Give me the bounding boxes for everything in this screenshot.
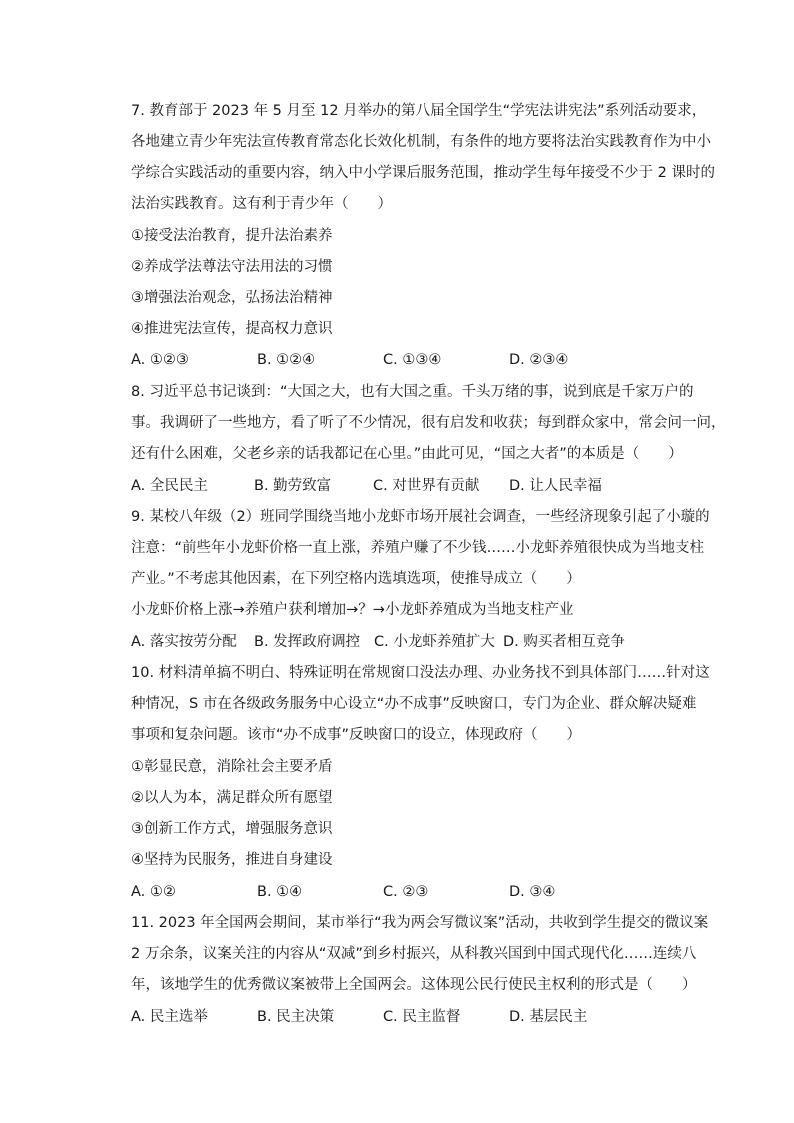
q7-option-d: D. ②③④ [509,352,569,368]
q8-line-1: 8. 习近平总书记谈到：“大国之大，也有大国之重。千头万绪的事，说到底是千家万户的 [131,384,694,400]
q7-line-1: 7. 教育部于 2023 年 5 月至 12 月举办的第八届全国学生“学宪法讲宪法”系列活动要求， [131,103,707,119]
q8-line-3: 还有什么困难，父老乡亲的话我都记在心里。”由此可见，“国之大者”的本质是（ ） [131,446,683,462]
q7-statement-4: ④推进宪法宣传，提高权力意识 [131,321,333,337]
q11-line-1: 11. 2023 年全国两会期间，某市举行“我为两会写微议案”活动，共收到学生提交的微议案 [131,915,709,931]
q9-line-1: 9. 某校八年级（2）班同学围绕当地小龙虾市场开展社会调查，一些经济现象引起了小璇的 [131,509,710,525]
q8-option-a: A. 全民民主 [131,478,208,494]
q7-statement-3: ③增强法治观念，弘扬法治精神 [131,290,333,306]
q8-option-b: B. 勤劳致富 [254,478,332,494]
q11-option-b: B. 民主决策 [257,1009,335,1025]
q7-options [131,350,691,370]
q9-option-a: A. 落实按劳分配 [131,634,237,650]
q9-option-b: B. 发挥政府调控 [254,634,361,650]
q9-line-2: 注意：“前些年小龙虾价格一直上涨，养殖户赚了不少钱……小龙虾养殖很快成为当地支柱 [131,540,705,556]
q10-option-b: B. ①④ [257,884,303,900]
q7-option-b: B. ①②④ [257,352,316,368]
q7-statement-2: ②养成学法尊法守法用法的习惯 [131,259,333,275]
q9-options [131,632,691,652]
q7-statement-1: ①接受法治教育，提升法治素养 [131,228,333,244]
q9-option-d: D. 购买者相互竞争 [503,634,625,650]
q10-line-1: 10. 材料清单搞不明白、特殊证明在常规窗口没法办理、办业务找不到具体部门……针对这 [131,665,710,681]
q10-options [131,882,691,902]
q10-option-d: D. ③④ [509,884,556,900]
q10-statement-3: ③创新工作方式，增强服务意识 [131,821,333,837]
q7-line-4: 法治实践教育。这有利于青少年（ ） [131,196,392,212]
q9-option-c: C. 小龙虾养殖扩大 [374,634,495,650]
q10-statement-1: ①彰显民意，消除社会主要矛盾 [131,759,333,775]
q8-line-2: 事。我调研了一些地方，看了听了不少情况，很有启发和收获；每到群众家中，常会问一问， [131,415,726,431]
q7-option-a: A. ①②③ [131,352,189,368]
q11-line-3: 年，该地学生的优秀微议案被带上全国两会。这体现公民行使民主权利的形式是（ ） [131,977,697,993]
q9-line-4: 小龙虾价格上涨→养殖户获利增加→？→小龙虾养殖成为当地支柱产业 [131,602,574,618]
q8-options [131,476,691,496]
q10-statement-4: ④坚持为民服务，推进自身建设 [131,852,333,868]
q8-option-c: C. 对世界有贡献 [373,478,480,494]
q11-option-d: D. 基层民主 [509,1009,588,1025]
q11-options [131,1007,691,1027]
q10-option-c: C. ②③ [383,884,429,900]
q11-line-2: 2 万余条，议案关注的内容从“双减”到乡村振兴，从科教兴国到中国式现代化……连续八 [131,946,697,962]
q11-option-a: A. 民主选举 [131,1009,208,1025]
q11-option-c: C. 民主监督 [383,1009,461,1025]
q9-line-3: 产业。”不考虑其他因素，在下列空格内选填选项，使推导成立（ ） [131,571,581,587]
q7-line-3: 学综合实践活动的重要内容，纳入中小学课后服务范围，推动学生每年接受不少于 2 课时的 [131,165,715,181]
q10-statement-2: ②以人为本，满足群众所有愿望 [131,790,333,806]
q7-option-c: C. ①③④ [383,352,442,368]
q10-option-a: A. ①② [131,884,176,900]
q7-line-2: 各地建立青少年宪法宣传教育常态化长效化机制，有条件的地方要将法治实践教育作为中小 [131,134,711,150]
q8-option-d: D. 让人民幸福 [509,478,602,494]
q10-line-2: 种情况，S 市在各级政务服务中心设立“办不成事”反映窗口，专门为企业、群众解决疑难 [131,696,697,712]
q10-line-3: 事项和复杂问题。该市“办不成事”反映窗口的设立，体现政府（ ） [131,727,582,743]
